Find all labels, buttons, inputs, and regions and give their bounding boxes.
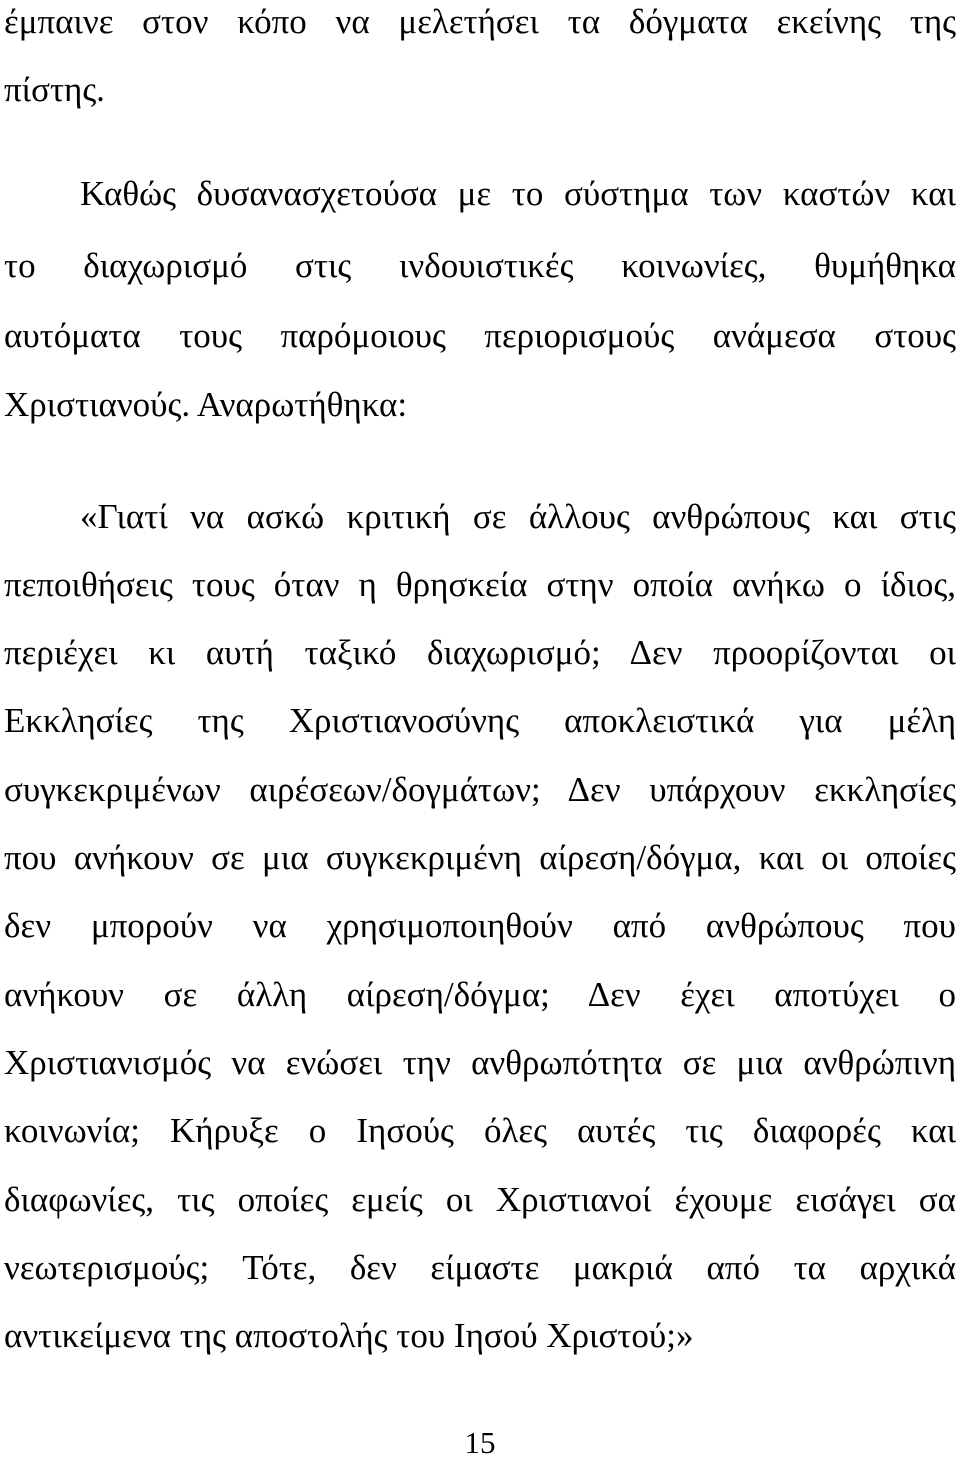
text-line: συγκεκριμένων αιρέσεων/δογμάτων; Δεν υπάρχουν εκκλησίες [4,770,956,809]
text-line: ανήκουν σε άλλη αίρεση/δόγμα; Δεν έχει αποτύχει ο [4,975,956,1014]
text-line: Χριστιανισμός να ενώσει την ανθρωπότητα σε μια ανθρώπινη [4,1043,956,1082]
text-line: πεποιθήσεις τους όταν η θρησκεία στην οποία ανήκω ο ίδιος, [4,565,956,604]
text-line: νεωτερισμούς; Τότε, δεν είμαστε μακριά από τα αρχικά [4,1248,956,1287]
text-line: διαφωνίες, τις οποίες εμείς οι Χριστιανοί έχουμε εισάγει σα [4,1180,956,1219]
page-number: 15 [464,1425,496,1460]
text-line: πίστης. [4,70,105,109]
text-line: περιέχει κι αυτή ταξικό διαχωρισμό; Δεν προορίζονται οι [4,633,956,672]
text-line: αυτόματα τους παρόμοιους περιορισμούς ανάμεσα στους [4,316,956,355]
paragraph-first-line: «Γιατί να ασκώ κριτική σε άλλους ανθρώπους και στις [80,497,956,536]
text-line: κοινωνία; Κήρυξε ο Ιησούς όλες αυτές τις διαφορές και [4,1111,956,1150]
text-line: Χριστιανούς. Αναρωτήθηκα: [4,385,408,424]
text-line: δεν μπορούν να χρησιμοποιηθούν από ανθρώπους που [4,906,956,945]
paragraph-first-line: Καθώς δυσανασχετούσα με το σύστημα των καστών και [80,174,956,213]
text-line: που ανήκουν σε μια συγκεκριμένη αίρεση/δόγμα, και οι οποίες [4,838,956,877]
text-line: αντικείμενα της αποστολής του Ιησού Χριστού;» [4,1316,694,1355]
text-line: το διαχωρισμό στις ινδουιστικές κοινωνίες, θυμήθηκα [4,246,956,285]
text-line: έμπαινε στον κόπο να μελετήσει τα δόγματα εκείνης της [4,2,956,41]
text-line: Εκκλησίες της Χριστιανοσύνης αποκλειστικά για μέλη [4,701,956,740]
